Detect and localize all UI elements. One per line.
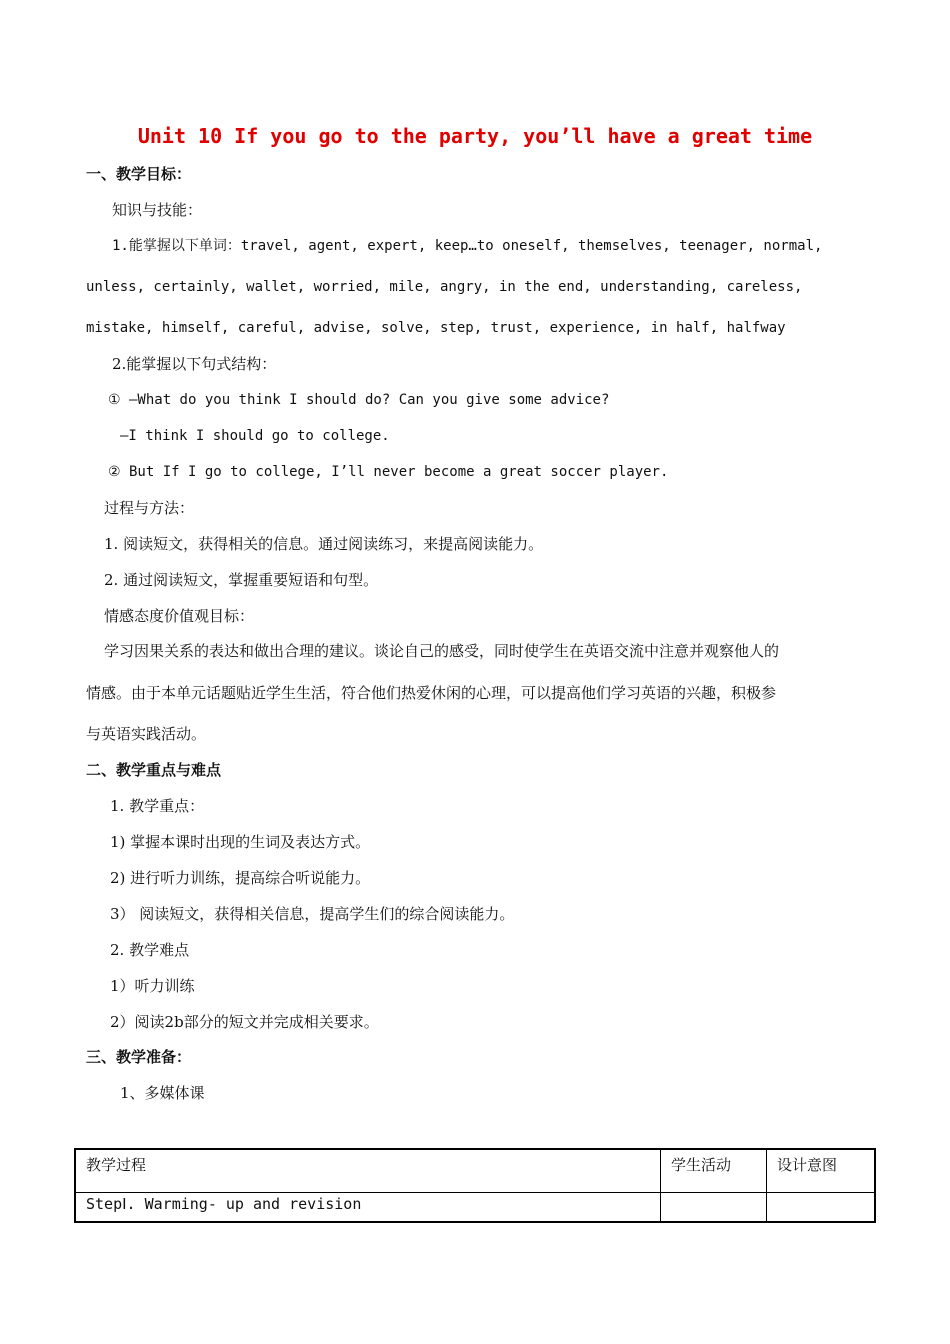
vocab-line-1: 1.能掌握以下单词：travel, agent, expert, keep…to oneself, themselves, teenager, normal, — [112, 238, 823, 254]
structure-label: 2.能掌握以下句式结构： — [112, 355, 277, 373]
key-points-label: 1. 教学重点： — [110, 797, 205, 815]
step-1-intent-cell — [767, 1193, 876, 1223]
preparation-item-1: 1、多媒体课 — [120, 1084, 205, 1102]
difficulties-label: 2. 教学难点 — [110, 941, 190, 959]
section-2-heading: 二、教学重点与难点 — [86, 761, 222, 779]
table-row — [75, 1193, 875, 1223]
header-teaching-process: 教学过程 — [75, 1149, 661, 1193]
emotion-text-2: 情感。由于本单元话题贴近学生生活，符合他们热爱休闲的心理，可以提高他们学习英语的兴趣，积极参 — [86, 684, 777, 702]
section-1-heading: 一、教学目标： — [86, 165, 192, 183]
step-1-activity-cell — [661, 1193, 767, 1223]
sentence-1: ① —What do you think I should do? Can you give some advice? — [108, 392, 610, 408]
process-label: 过程与方法： — [104, 499, 195, 517]
key-point-3: 3） 阅读短文，获得相关信息，提高学生们的综合阅读能力。 — [110, 905, 515, 923]
step-1-cell: StepⅠ. Warming- up and revision — [75, 1193, 661, 1223]
teaching-process-table — [74, 1148, 876, 1223]
header-student-activity: 学生活动 — [661, 1149, 767, 1193]
emotion-text-3: 与英语实践活动。 — [86, 725, 207, 743]
header-design-intent: 设计意图 — [767, 1149, 876, 1193]
table-header-row — [75, 1149, 875, 1193]
knowledge-label: 知识与技能： — [112, 201, 203, 219]
document-title: Unit 10 If you go to the party, you’ll have a great time — [137, 124, 813, 148]
emotion-text-1: 学习因果关系的表达和做出合理的建议。谈论自己的感受，同时使学生在英语交流中注意并观察他人的 — [104, 642, 780, 660]
sentence-3: ② But If I go to college, I’ll never become a great soccer player. — [108, 464, 669, 480]
difficulty-1: 1）听力训练 — [110, 977, 195, 995]
difficulty-2: 2）阅读2b部分的短文并完成相关要求。 — [110, 1013, 379, 1031]
vocab-line-2: unless, certainly, wallet, worried, mile, angry, in the end, understanding, careless, — [86, 279, 803, 295]
process-2: 2. 通过阅读短文，掌握重要短语和句型。 — [104, 571, 379, 589]
section-3-heading: 三、教学准备： — [86, 1048, 192, 1066]
key-point-2: 2) 进行听力训练，提高综合听说能力。 — [110, 869, 371, 887]
sentence-2: —I think I should go to college. — [120, 428, 390, 444]
key-point-1: 1) 掌握本课时出现的生词及表达方式。 — [110, 833, 371, 851]
vocab-line-3: mistake, himself, careful, advise, solve, step, trust, experience, in half, halfway — [86, 320, 786, 336]
process-1: 1. 阅读短文，获得相关的信息。通过阅读练习，来提高阅读能力。 — [104, 535, 544, 553]
emotion-label: 情感态度价值观目标： — [104, 607, 255, 625]
